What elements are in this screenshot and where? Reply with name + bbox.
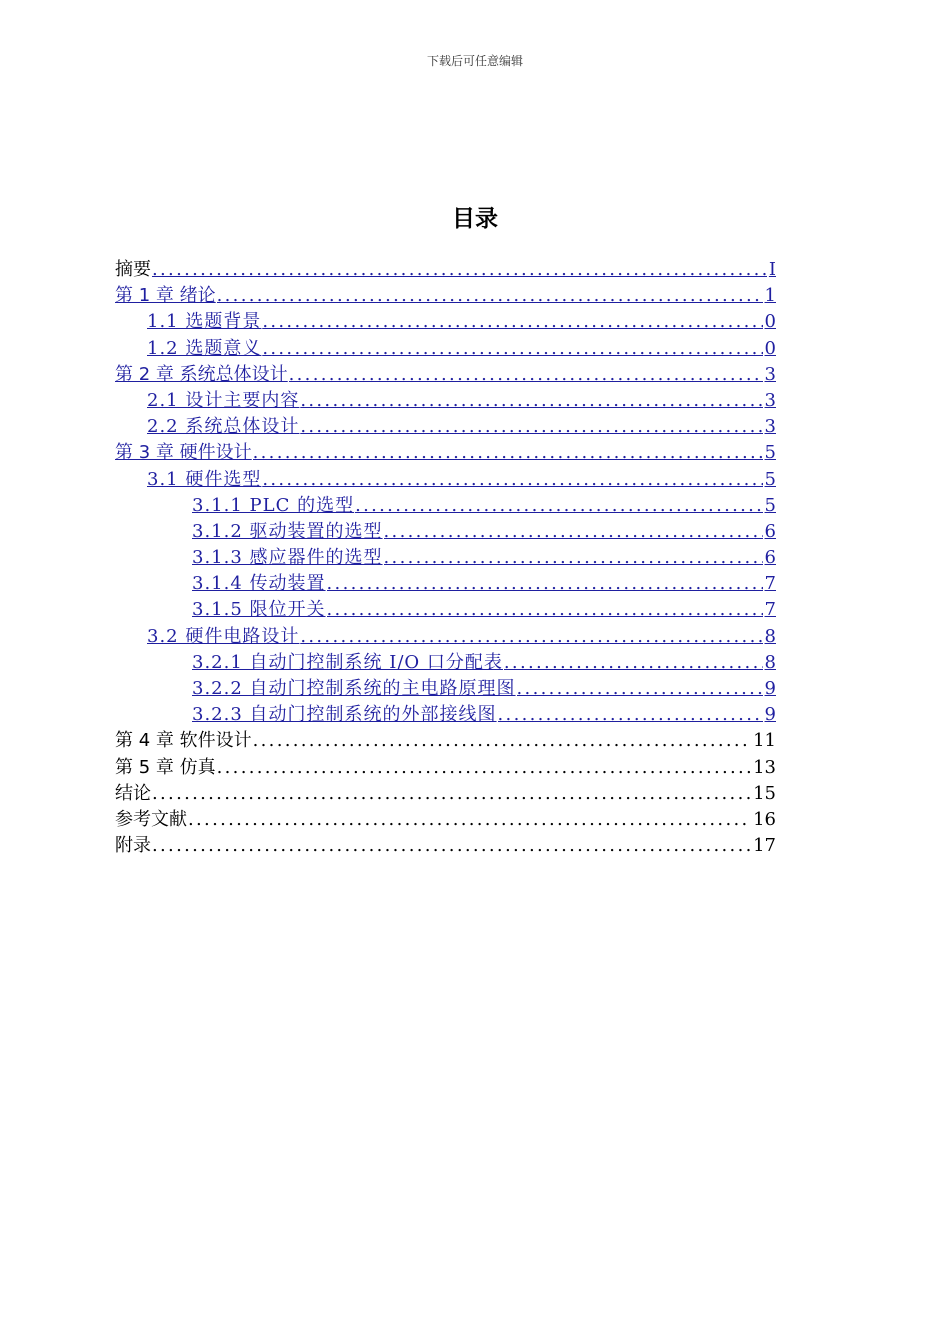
toc-entry-label: 3.1.2 驱动装置的选型 (192, 520, 383, 542)
toc-entry-page: 16 (753, 808, 776, 830)
toc-leader-dots (262, 338, 762, 359)
toc-entry-page: 15 (753, 782, 776, 804)
toc-leader-dots (300, 416, 762, 437)
toc-entry-label: 第 2 章 系统总体设计 (115, 363, 288, 385)
toc-entry-label: 3.1.4 传动装置 (192, 573, 326, 595)
toc-entry-page: 5 (764, 442, 776, 464)
toc-entry-label: 参考文献 (115, 808, 187, 830)
page-header: 下载后可任意编辑 (426, 54, 523, 68)
toc-entry-label: 1.1 选题背景 (147, 311, 262, 333)
table-of-contents (115, 255, 776, 857)
toc-entry[interactable] (115, 595, 776, 621)
toc-entry-page: 0 (764, 337, 776, 359)
toc-leader-dots (327, 599, 763, 620)
toc-entry[interactable] (115, 255, 776, 281)
toc-leader-dots (152, 259, 767, 280)
toc-leader-dots (517, 678, 763, 699)
toc-entry-label: 3.2 硬件电路设计 (147, 625, 300, 647)
toc-entry-page: 6 (764, 520, 776, 542)
page-title: 目录 (452, 206, 498, 232)
toc-entry[interactable] (115, 281, 776, 307)
toc-entry[interactable] (115, 700, 776, 726)
toc-entry[interactable] (115, 307, 776, 333)
toc-entry[interactable] (115, 360, 776, 386)
toc-leader-dots (253, 442, 763, 463)
toc-entry-label: 3.2.3 自动门控制系统的外部接线图 (192, 704, 497, 726)
toc-entry-label: 3.1.1 PLC 的选型 (192, 494, 355, 516)
toc-leader-dots (327, 573, 763, 594)
toc-entry[interactable] (115, 622, 776, 648)
toc-entry-label: 第 4 章 软件设计 (115, 730, 252, 752)
toc-entry[interactable] (115, 491, 776, 517)
toc-entry[interactable] (115, 517, 776, 543)
toc-entry-label: 3.2.1 自动门控制系统 I/O 口分配表 (192, 651, 503, 673)
toc-leader-dots (262, 469, 762, 490)
toc-leader-dots (217, 757, 751, 778)
toc-entry[interactable] (115, 412, 776, 438)
toc-leader-dots (384, 547, 763, 568)
toc-entry-page: 1 (764, 285, 776, 307)
toc-entry-page: I (768, 259, 776, 280)
toc-entry[interactable] (115, 674, 776, 700)
toc-entry-page: 3 (764, 416, 776, 438)
toc-entry (115, 805, 776, 831)
toc-entry-label: 摘要 (115, 259, 151, 280)
toc-leader-dots (253, 730, 751, 751)
toc-entry-page: 11 (753, 730, 776, 752)
toc-entry-page: 13 (753, 756, 776, 778)
toc-entry[interactable] (115, 386, 776, 412)
toc-entry-label: 2.2 系统总体设计 (147, 416, 300, 438)
toc-entry (115, 831, 776, 857)
toc-entry-page: 7 (764, 573, 776, 595)
toc-entry-label: 3.1.5 限位开关 (192, 599, 326, 621)
toc-leader-dots (262, 311, 762, 332)
toc-entry-page: 6 (764, 547, 776, 569)
toc-leader-dots (188, 809, 751, 830)
toc-leader-dots (152, 835, 751, 856)
toc-entry[interactable] (115, 648, 776, 674)
toc-entry-page: 9 (764, 704, 776, 726)
toc-entry[interactable] (115, 438, 776, 464)
toc-entry-page: 3 (764, 363, 776, 385)
toc-entry-page: 5 (764, 494, 776, 516)
toc-entry-label: 3.2.2 自动门控制系统的主电路原理图 (192, 678, 516, 699)
toc-entry-label: 附录 (115, 835, 151, 857)
toc-leader-dots (217, 285, 763, 306)
toc-entry-page: 7 (764, 599, 776, 621)
toc-entry-label: 第 3 章 硬件设计 (115, 442, 252, 464)
toc-entry-page: 9 (764, 678, 776, 699)
toc-entry-page: 0 (764, 311, 776, 333)
toc-leader-dots (289, 364, 763, 385)
toc-entry[interactable] (115, 543, 776, 569)
toc-entry-label: 第 5 章 仿真 (115, 756, 216, 778)
toc-leader-dots (300, 626, 762, 647)
toc-leader-dots (300, 390, 762, 411)
toc-leader-dots (355, 495, 762, 516)
toc-entry-label: 3.1.3 感应器件的选型 (192, 547, 383, 569)
toc-entry (115, 753, 776, 779)
toc-leader-dots (152, 783, 751, 804)
toc-leader-dots (384, 521, 763, 542)
toc-entry[interactable] (115, 569, 776, 595)
toc-entry-label: 3.1 硬件选型 (147, 468, 262, 490)
toc-entry-page: 5 (764, 468, 776, 490)
toc-entry-label: 2.1 设计主要内容 (147, 389, 300, 411)
toc-leader-dots (498, 704, 763, 725)
toc-entry-page: 17 (753, 835, 776, 857)
toc-entry-page: 3 (764, 389, 776, 411)
toc-leader-dots (504, 652, 763, 673)
toc-entry (115, 726, 776, 752)
toc-entry-page: 8 (764, 651, 776, 673)
toc-entry-page: 8 (764, 625, 776, 647)
toc-entry-label: 结论 (115, 782, 151, 804)
toc-entry-label: 第 1 章 绪论 (115, 285, 216, 307)
toc-entry-label: 1.2 选题意义 (147, 337, 262, 359)
toc-entry[interactable] (115, 334, 776, 360)
toc-entry (115, 779, 776, 805)
toc-entry[interactable] (115, 465, 776, 491)
